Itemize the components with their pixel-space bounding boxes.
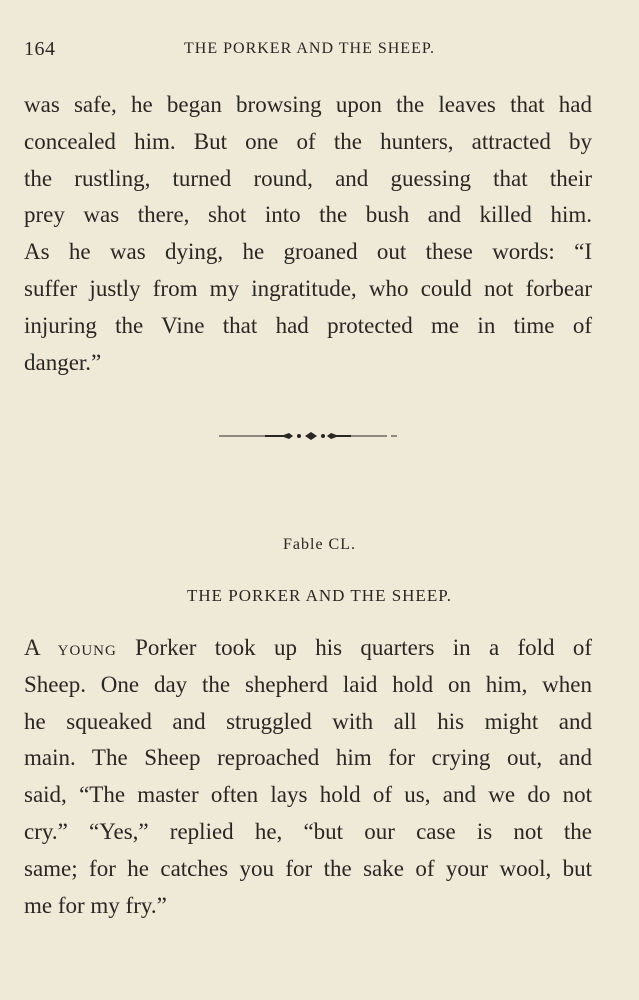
fable-text [24, 630, 592, 924]
small-caps-lead-in: YOUNG [57, 643, 117, 659]
text-line: concealed him. But one of the hunters, attracted by [24, 128, 592, 154]
first-line-text: Porker took up his quarters in a fold of [135, 635, 593, 660]
text-line: prey was there, shot into the bush and killed him. [24, 202, 592, 228]
text-line: suffer justly from my ingratitude, who could not forbear [24, 275, 592, 301]
text-line: As he was dying, he groaned out these words: “I [24, 239, 592, 265]
fable-title: THE PORKER AND THE SHEEP. [186, 586, 453, 605]
text-line: he squeaked and struggled with all his might and [24, 708, 592, 734]
running-head [24, 38, 595, 68]
page-number: 164 [24, 38, 56, 60]
fable-number: Fable CL. [283, 536, 356, 553]
previous-fable-ending [24, 87, 592, 381]
text-line: was safe, he began browsing upon the leaves that had [24, 92, 592, 117]
text-line: said, “The master often lays hold of us, and we do not [24, 782, 592, 808]
text-line: main. The Sheep reproached him for crying out, and [24, 745, 592, 771]
text-line: me for my fry.” [24, 892, 167, 918]
text-line: same; for he catches you for the sake of your wool, but [24, 855, 592, 881]
opening-word: A [24, 635, 40, 660]
first-text-line [24, 630, 592, 667]
running-title: THE PORKER AND THE SHEEP. [184, 40, 435, 57]
text-line: the rustling, turned round, and guessing that their [24, 165, 592, 191]
text-line: danger.” [24, 349, 102, 375]
text-line: Sheep. One day the shepherd laid hold on him, when [24, 671, 592, 697]
decorative-rule-ornament [219, 427, 397, 445]
text-line: cry.” “Yes,” replied he, “but our case is not the [24, 818, 592, 844]
text-line: injuring the Vine that had protected me in time of [24, 312, 592, 338]
